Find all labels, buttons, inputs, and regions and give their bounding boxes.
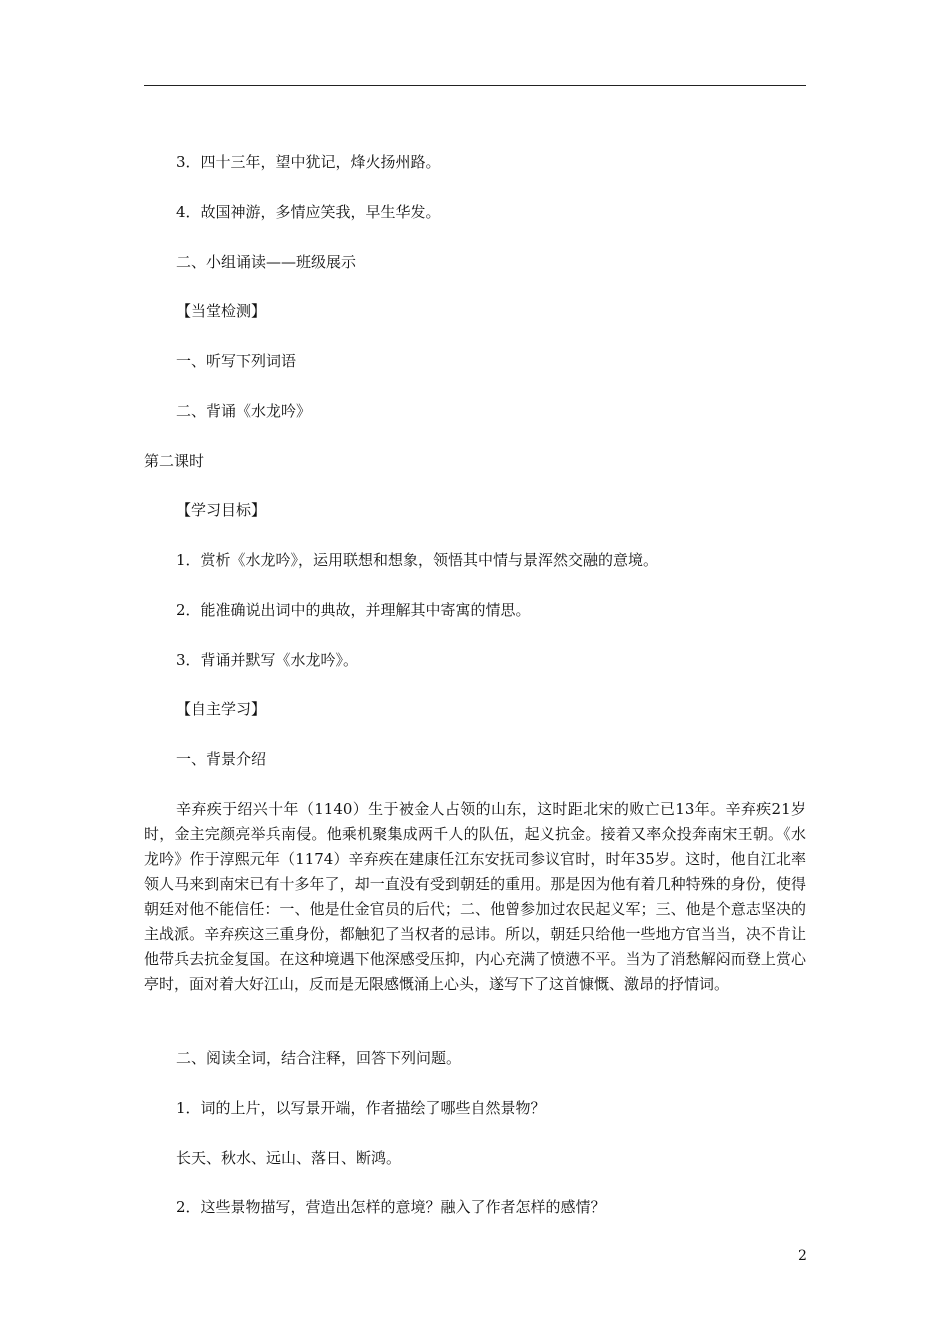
goal-item-3: 3．背诵并默写《水龙吟》。 (176, 651, 359, 669)
background-paragraph: 辛弃疾于绍兴十年（1140）生于被金人占领的山东，这时距北宋的败亡已13年。辛弃疾21岁时，金主完颜亮举兵南侵。他乘机聚集成两千人的队伍，起义抗金。接着又率众投奔南宋王朝。《水龙吟》作于淳熙元年（1174）辛弃疾在建康任江东安抚司参议官时，时年35岁。这时，他自江北率领人马来到南宋已有十多年了，却一直没有受到朝廷的重用。那是因为他有着几种特殊的身份，使得朝廷对他不能信任：一、他是仕金官员的后代；二、他曾参加过农民起义军；三、他是个意志坚决的主战派。辛弃疾这三重身份，都触犯了当权者的忌讳。所以，朝廷只给他一些地方官当当，决不肯让他带兵去抗金复国。在这种境遇下他深感受压抑，内心充满了愤懑不平。当为了消愁解闷而登上赏心亭时，面对着大好江山，反而是无限感慨涌上心头，遂写下了这首慷慨、激昂的抒情词。 (144, 800, 806, 993)
page-number: 2 (798, 1248, 807, 1264)
subheading-reading-questions: 二、阅读全词，结合注释，回答下列问题。 (176, 1049, 462, 1067)
test-item-recitation: 二、背诵《水龙吟》 (176, 402, 312, 420)
section-heading-in-class-test: 【当堂检测】 (176, 302, 267, 320)
question-1: 1．词的上片，以写景开端，作者描绘了哪些自然景物？ (176, 1099, 546, 1117)
answer-1: 长天、秋水、远山、落日、断鸿。 (176, 1149, 402, 1167)
header-rule (144, 85, 806, 86)
section-heading-group-reading: 二、小组诵读——班级展示 (176, 253, 357, 271)
goal-item-1: 1．赏析《水龙吟》，运用联想和想象，领悟其中情与景浑然交融的意境。 (176, 551, 659, 569)
subheading-background: 一、背景介绍 (176, 750, 267, 768)
poem-line-4: 4．故国神游，多情应笑我，早生华发。 (176, 203, 441, 221)
goal-item-2: 2．能准确说出词中的典故，并理解其中寄寓的情思。 (176, 601, 531, 619)
test-item-dictation: 一、听写下列词语 (176, 352, 297, 370)
question-2: 2．这些景物描写，营造出怎样的意境？融入了作者怎样的感情？ (176, 1198, 606, 1216)
lesson-two-title: 第二课时 (144, 452, 205, 470)
poem-line-3: 3．四十三年，望中犹记，烽火扬州路。 (176, 153, 441, 171)
section-heading-self-study: 【自主学习】 (176, 700, 267, 718)
section-heading-learning-goals: 【学习目标】 (176, 501, 267, 519)
